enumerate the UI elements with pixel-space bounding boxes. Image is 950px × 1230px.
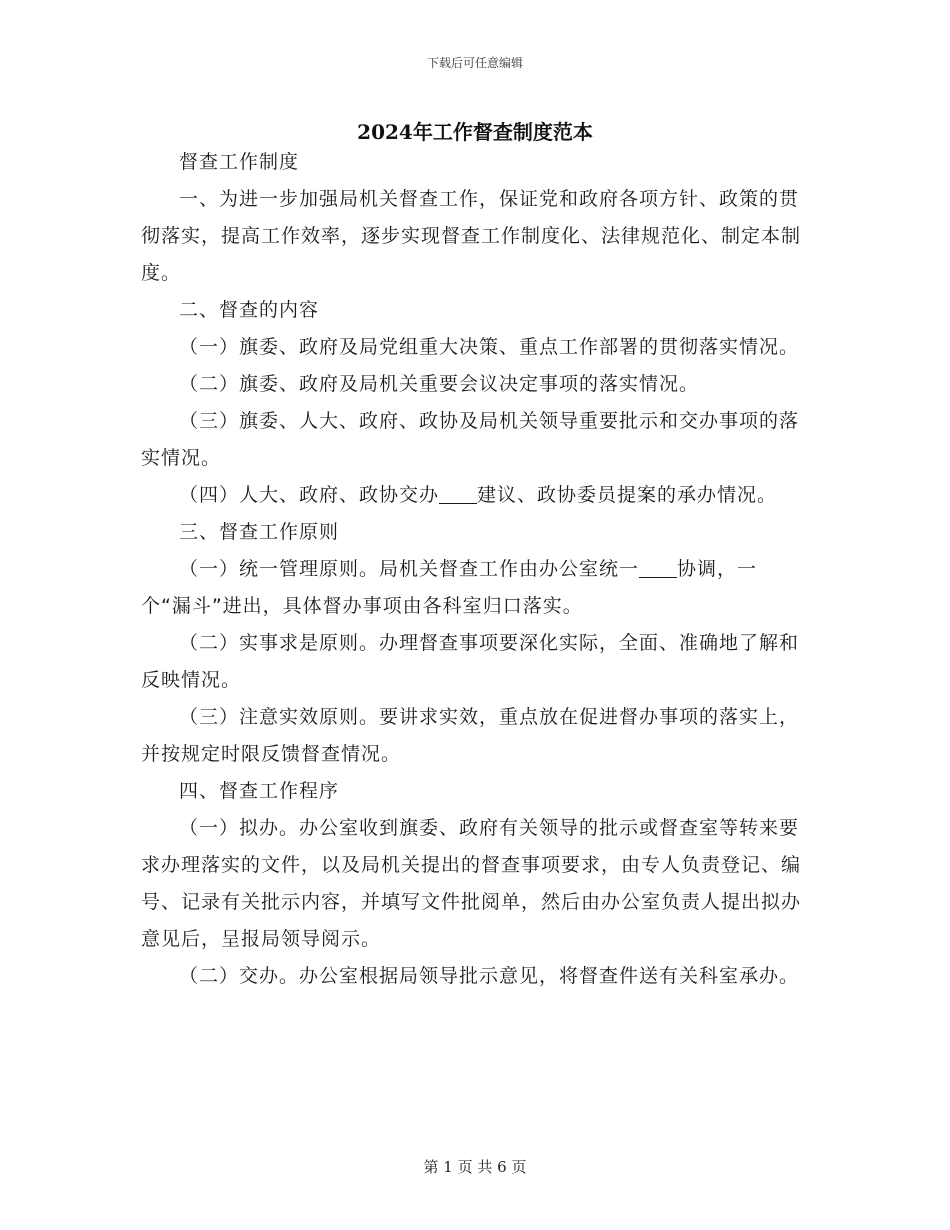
paragraph <box>141 477 801 514</box>
paragraph <box>141 551 801 625</box>
paragraph-text: （四）人大、政府、政协交办 <box>179 484 440 506</box>
section-heading: 二、督查的内容 <box>179 299 320 321</box>
paragraph: （二）实事求是原则。办理督查事项要深化实际，全面、准确地了解和反映情况。 <box>141 632 800 691</box>
paragraph: （二）旗委、政府及局机关重要会议决定事项的落实情况。 <box>179 373 700 395</box>
paragraph: （三）注意实效原则。要讲求实效，重点放在促进督办事项的落实上，并按规定时限反馈督查情况。 <box>141 706 800 765</box>
fill-in-blank <box>439 484 477 504</box>
document-title: 2024年工作督查制度范本 <box>357 120 593 144</box>
paragraph: （二）交办。办公室根据局领导批示意见，将督查件送有关科室承办。 <box>179 965 800 987</box>
paragraph: （一）拟办。办公室收到旗委、政府有关领导的批示或督查室等转来要求办理落实的文件，以及局机关提出的督查事项要求，由专人负责登记、编号、记录有关批示内容，并填写文件批阅单，然后由办公室负责人提出拟办意见后，呈报局领导阅示。 <box>141 817 802 950</box>
paragraph: （一）旗委、政府及局党组重大决策、重点工作部署的贯彻落实情况。 <box>179 336 800 358</box>
paragraph: 一、为进一步加强局机关督查工作，保证党和政府各项方针、政策的贯彻落实，提高工作效率，逐步实现督查工作制度化、法律规范化、制定本制度。 <box>141 188 802 284</box>
paragraph: （三）旗委、人大、政府、政协及局机关领导重要批示和交办事项的落实情况。 <box>141 410 800 469</box>
paragraph-text: 建议、政协委员提案的承办情况。 <box>477 484 778 506</box>
section-heading: 三、督查工作原则 <box>179 521 340 543</box>
section-heading: 督查工作制度 <box>179 151 300 173</box>
paragraph-text: （一）统一管理原则。局机关督查工作由办公室统一 <box>179 558 640 580</box>
page-header-note: 下载后可任意编辑 <box>426 56 523 70</box>
section-heading: 四、督查工作程序 <box>179 780 340 802</box>
document-body <box>141 144 801 995</box>
page-number: 第 1 页 共 6 页 <box>423 1158 527 1176</box>
paragraph-text: 协调，一个“漏斗”进出，具体督办事项由各科室归口落实。 <box>141 558 758 617</box>
fill-in-blank <box>639 558 677 578</box>
